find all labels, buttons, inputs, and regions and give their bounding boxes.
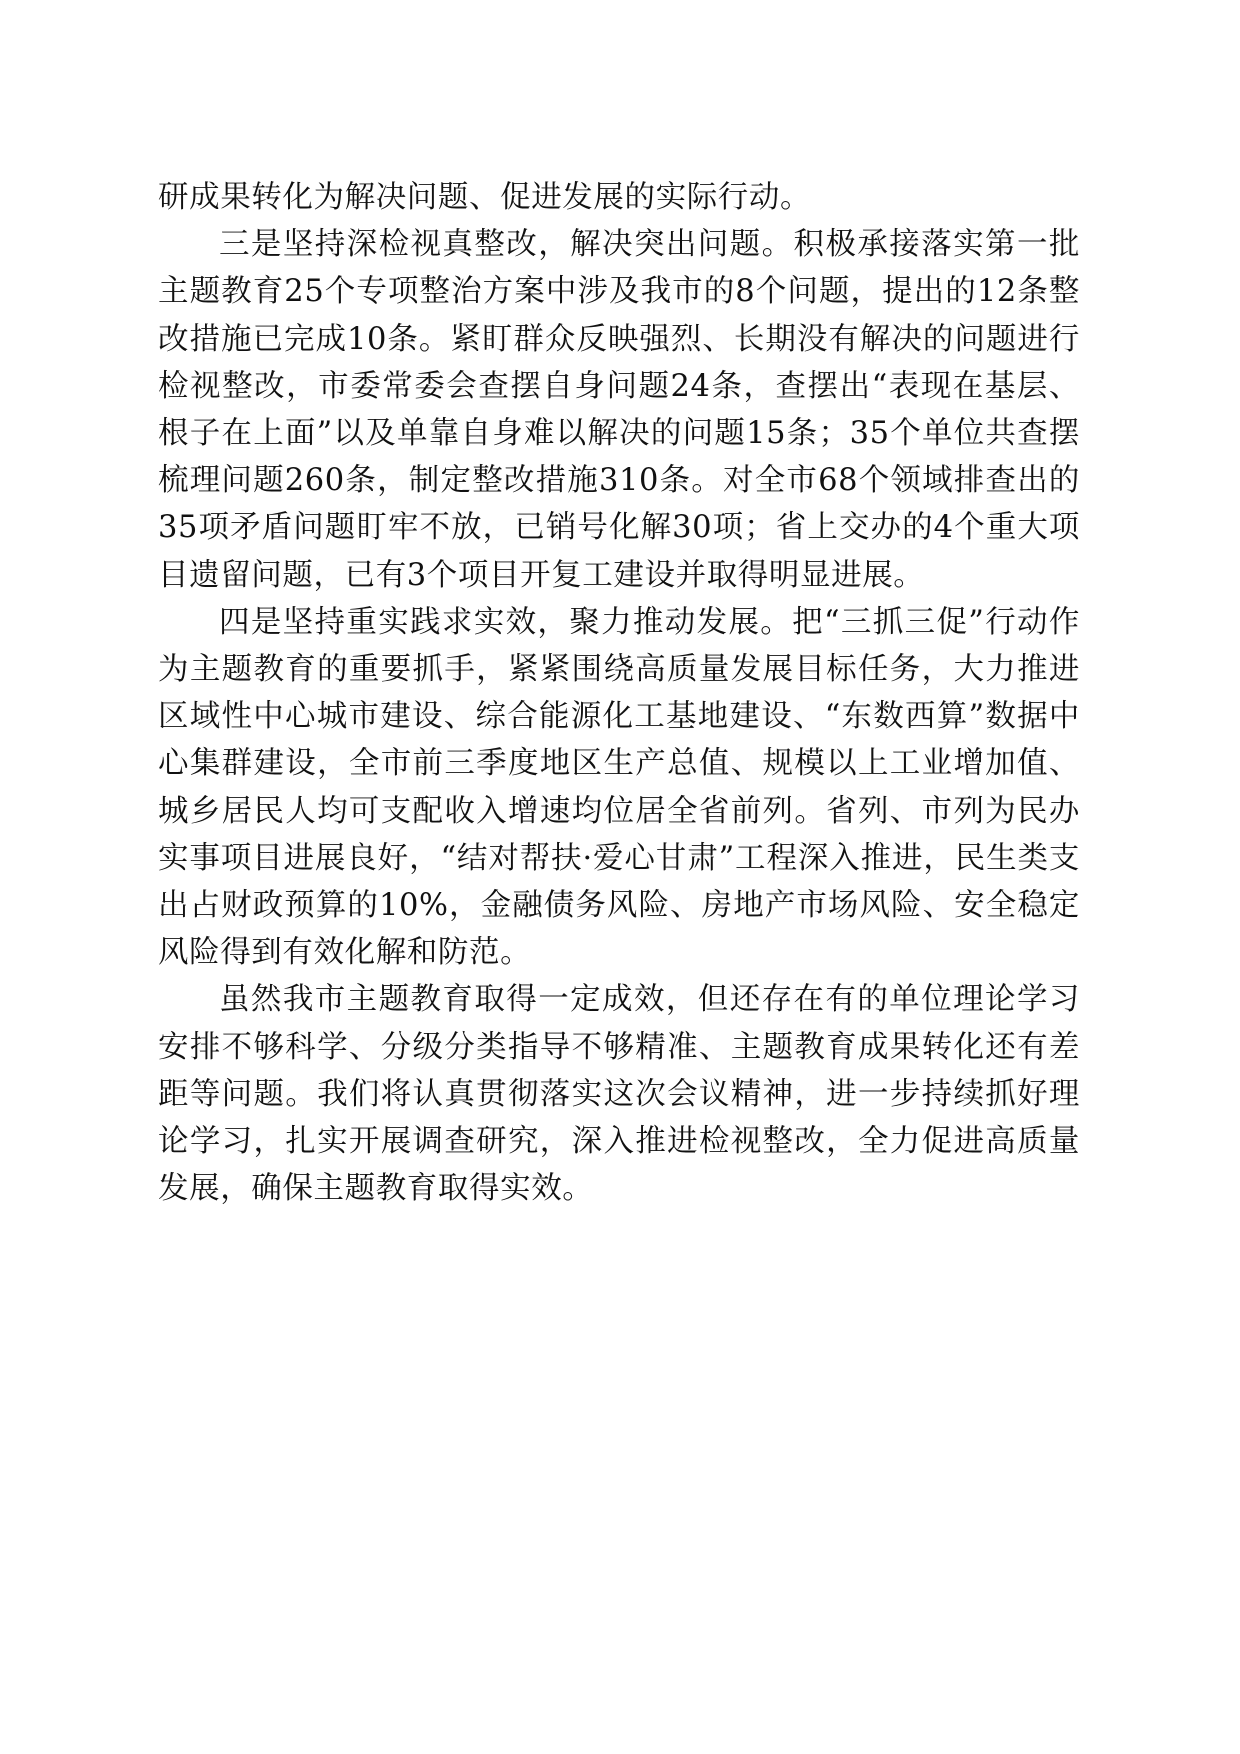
paragraph-rectification: 三是坚持深检视真整改，解决突出问题。积极承接落实第一批主题教育25个专项整治方案中涉及我市的8个问题，提出的12条整改措施已完成10条。紧盯群众反映强烈、长期没有解决的问题进行检视整改，市委常委会查摆自身问题24条，查摆出“表现在基层、根子在上面”以及单靠自身难以解决的问题15条；35个单位共查摆梳理问题260条，制定整改措施310条。对全市68个领域排查出的35项矛盾问题盯牢不放，已销号化解30项；省上交办的4个重大项目遗留问题，已有3个项目开复工建设并取得明显进展。 (158, 227, 1080, 593)
paragraph-conclusion: 虽然我市主题教育取得一定成效，但还存在有的单位理论学习安排不够科学、分级分类指导不够精准、主题教育成果转化还有差距等问题。我们将认真贯彻落实这次会议精神，进一步持续抓好理论学习，扎实开展调查研究，深入推进检视整改，全力促进高质量发展，确保主题教育取得实效。 (158, 982, 1080, 1207)
document-body (158, 174, 1080, 1212)
paragraph-development: 四是坚持重实践求实效，聚力推动发展。把“三抓三促”行动作为主题教育的重要抓手，紧紧围绕高质量发展目标任务，大力推进区域性中心城市建设、综合能源化工基地建设、“东数西算”数据中心集群建设，全市前三季度地区生产总值、规模以上工业增加值、城乡居民人均可支配收入增速均位居全省前列。省列、市列为民办实事项目进展良好，“结对帮扶·爱心甘肃”工程深入推进，民生类支出占财政预算的10%，金融债务风险、房地产市场风险、安全稳定风险得到有效化解和防范。 (158, 604, 1080, 971)
paragraph-continuation: 研成果转化为解决问题、促进发展的实际行动。 (158, 180, 812, 215)
